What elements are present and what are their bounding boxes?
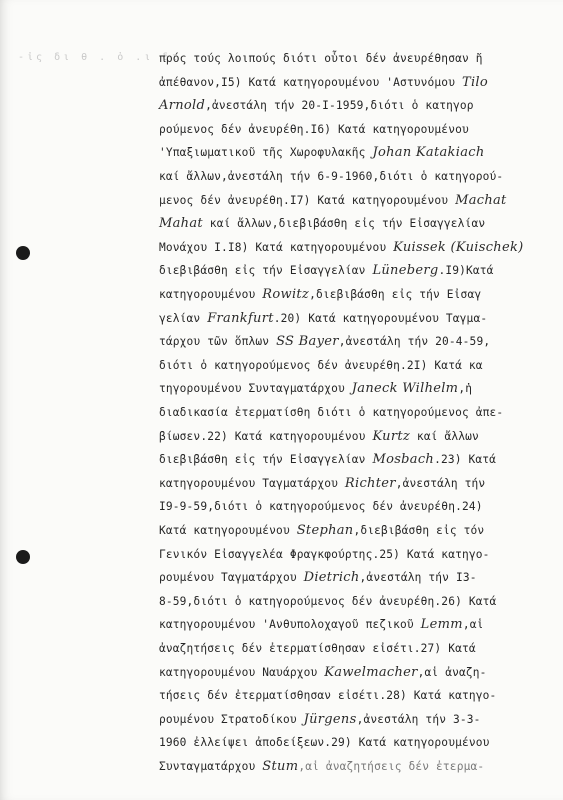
- text-line: [159, 430, 479, 444]
- typed-text: ,ἀνεστάλη τήν 20-4-59,: [338, 335, 491, 349]
- text-line: [159, 477, 485, 491]
- text-line: [159, 264, 494, 278]
- typed-text: Γενικόν Εἰσαγγελέα Φραγκφούρτης.25) Κατά κατηγο-: [159, 547, 490, 561]
- typed-text: ,ἀνεστάλη τήν 3-3-: [356, 712, 481, 726]
- handwritten-name: Rowitz: [262, 287, 310, 302]
- typed-text: κατηγορουμένου 'Ανθυπολοχαγοῦ πεζικοῦ: [159, 618, 421, 632]
- typed-text: ,ἀνεστάλη τήν I3-: [359, 571, 477, 585]
- text-line: [159, 76, 488, 90]
- handwritten-name: Johan Katakiach: [372, 145, 485, 161]
- typed-text: βίωσεν.22) Κατά κατηγορουμένου: [159, 429, 373, 443]
- typed-text: Μονάχου I.I8) Κατά κατηγορουμένου: [159, 240, 394, 254]
- text-line: [159, 595, 496, 609]
- handwritten-name: Stum: [262, 759, 299, 774]
- text-line: [159, 453, 496, 467]
- handwritten-name: Arnold: [159, 98, 206, 114]
- text-line: [159, 500, 483, 514]
- text-line: [159, 52, 483, 66]
- handwritten-name: Mahat: [159, 216, 203, 232]
- handwritten-name: Janeck Wilhelm: [351, 381, 459, 397]
- typed-text: ,αἱ: [462, 618, 484, 632]
- handwritten-name: Tilo: [461, 74, 488, 90]
- text-line: [159, 146, 485, 160]
- typed-text: πρός τούς λοιπούς διότι οὗτοι δέν ἀνευρέθησαν ἤ: [159, 52, 483, 65]
- text-line: [159, 288, 481, 302]
- typed-text: τάρχου τῶν ὅπλων: [159, 335, 277, 349]
- text-line: [159, 359, 483, 373]
- text-line: [159, 123, 469, 137]
- text-line: [159, 217, 485, 231]
- typed-text: κατηγορουμένου Ταγματάρχου: [159, 476, 345, 490]
- handwritten-name: Lemm: [420, 617, 463, 633]
- typed-text: καί ἄλλων,ἀνεστάλη τήν 6-9-1960,διότι ὁ κατηγορού-: [159, 170, 504, 183]
- text-line: [159, 382, 472, 396]
- handwritten-name: Richter: [344, 475, 396, 491]
- typed-text: .20) Κατά κατηγορουμένου Ταγμα-: [273, 311, 488, 325]
- text-line: [159, 689, 496, 703]
- typed-text: κατηγορουμένου Ναυάρχου: [159, 665, 325, 679]
- handwritten-name: Dietrich: [303, 570, 360, 586]
- typed-text: Κατά κατηγορουμένου: [159, 524, 297, 537]
- typed-text: ,αἱ ἀναζητήσεις δέν ἐτερμα-: [298, 760, 485, 773]
- typed-text: ,ἡ: [458, 382, 473, 396]
- text-line: [159, 312, 487, 326]
- typed-text: διεβιβάσθη εἰς τήν Εἰσαγγελίαν: [159, 264, 373, 278]
- handwritten-name: Lüneberg: [372, 263, 439, 279]
- handwritten-name: Kurtz: [372, 428, 411, 444]
- text-line: [159, 760, 484, 774]
- handwritten-name: Frankfurt: [207, 310, 274, 326]
- typed-text: ρούμενος δέν ἀνευρέθη.I6) Κατά κατηγορουμένου: [159, 122, 469, 136]
- typed-text: διαδικασία ἐτερματίσθη διότι ὁ κατηγορούμενος ἀπε-: [159, 406, 504, 419]
- text-line: [159, 241, 524, 255]
- text-line: [159, 618, 484, 632]
- typed-text: .I9)Κατά: [438, 264, 494, 278]
- typed-text: ,αἱ ἀναζη-: [417, 665, 487, 679]
- typed-text: I9-9-59,διότι ὁ κατηγορούμενος δέν ἀνευρέθη.24): [159, 500, 483, 514]
- handwritten-name: Machat: [455, 192, 507, 208]
- typed-text: 'Υπαξιωματικοῦ τῆς Χωροφυλακῆς: [159, 146, 373, 160]
- handwritten-name: Kuissek (Kuischek): [393, 239, 524, 255]
- typed-text: κατηγορουμένου: [159, 288, 263, 301]
- typed-text: μενος δέν ἀνευρέθη.I7) Κατά κατηγορουμένου: [159, 193, 456, 207]
- margin-fragment: -ἰς δι θ . ὁ .ι δι: [18, 52, 181, 63]
- typed-text: γελίαν: [159, 311, 208, 325]
- text-line: [159, 666, 487, 680]
- typed-text: ἀναζητήσεις δέν ἐτερματίσθησαν εἰσέτι.27) Κατά: [159, 642, 476, 655]
- typed-text: 1960 ἐλλείψει ἀποδείξεων.29) Κατά κατηγορουμένου: [159, 736, 490, 750]
- typed-text: καί ἄλλων,διεβιβάσθη εἰς τήν Εἰσαγγελίαν: [202, 217, 486, 231]
- typed-text: ,διεβιβάσθη εἰς τόν: [353, 524, 485, 537]
- typed-text: .23) Κατά: [434, 453, 497, 467]
- typed-text: τήσεις δέν ἐτερματίσθησαν εἰσέτι.28) Κατά κατηγο-: [159, 689, 497, 703]
- handwritten-name: Jürgens: [303, 711, 357, 727]
- text-line: [159, 571, 477, 585]
- handwritten-name: Stephan: [296, 523, 354, 538]
- handwritten-name: Mosbach: [372, 452, 435, 468]
- typed-text: τηγορουμένου Συνταγματάρχου: [159, 382, 352, 396]
- typed-text: 8-59,διότι ὁ κατηγορούμενος δέν ἀνευρέθη.26) Κατά: [159, 594, 497, 608]
- text-line: [159, 99, 474, 113]
- typed-text: ,ἀνεστάλη τήν: [395, 476, 486, 490]
- text-line: [159, 548, 490, 562]
- handwritten-name: SS Bayer: [276, 334, 339, 350]
- typed-text: ρουμένου Ταγματάρχου: [159, 571, 304, 585]
- text-line: [159, 194, 507, 208]
- typed-text: καί ἄλλων: [410, 429, 479, 443]
- handwritten-name: Kawelmacher: [324, 664, 418, 680]
- text-line: [159, 335, 490, 349]
- typed-text: Συνταγματάρχου: [159, 760, 263, 773]
- typed-text: διεβιβάσθη εἰς τήν Εἰσαγγελίαν: [159, 453, 373, 467]
- text-line: [159, 170, 503, 184]
- text-line: [159, 524, 484, 538]
- text-line: [159, 406, 503, 420]
- text-line: [159, 713, 481, 727]
- text-line: [159, 736, 490, 750]
- text-line: [159, 642, 476, 656]
- typed-text: διότι ὁ κατηγορούμενος δέν ἀνευρέθη.2I) Κατά κα: [159, 358, 483, 372]
- typed-text: ,διεβιβάσθη εἰς τήν Εἰσαγ: [309, 288, 482, 301]
- typed-text: ἀπέθανον,I5) Κατά κατηγορουμένου 'Αστυνόμου: [159, 75, 462, 89]
- typed-text: ρουμένου Στρατοδίκου: [159, 712, 304, 726]
- typed-text: ,ἀνεστάλη τήν 20-I-1959,διότι ὁ κατηγορ: [205, 99, 474, 113]
